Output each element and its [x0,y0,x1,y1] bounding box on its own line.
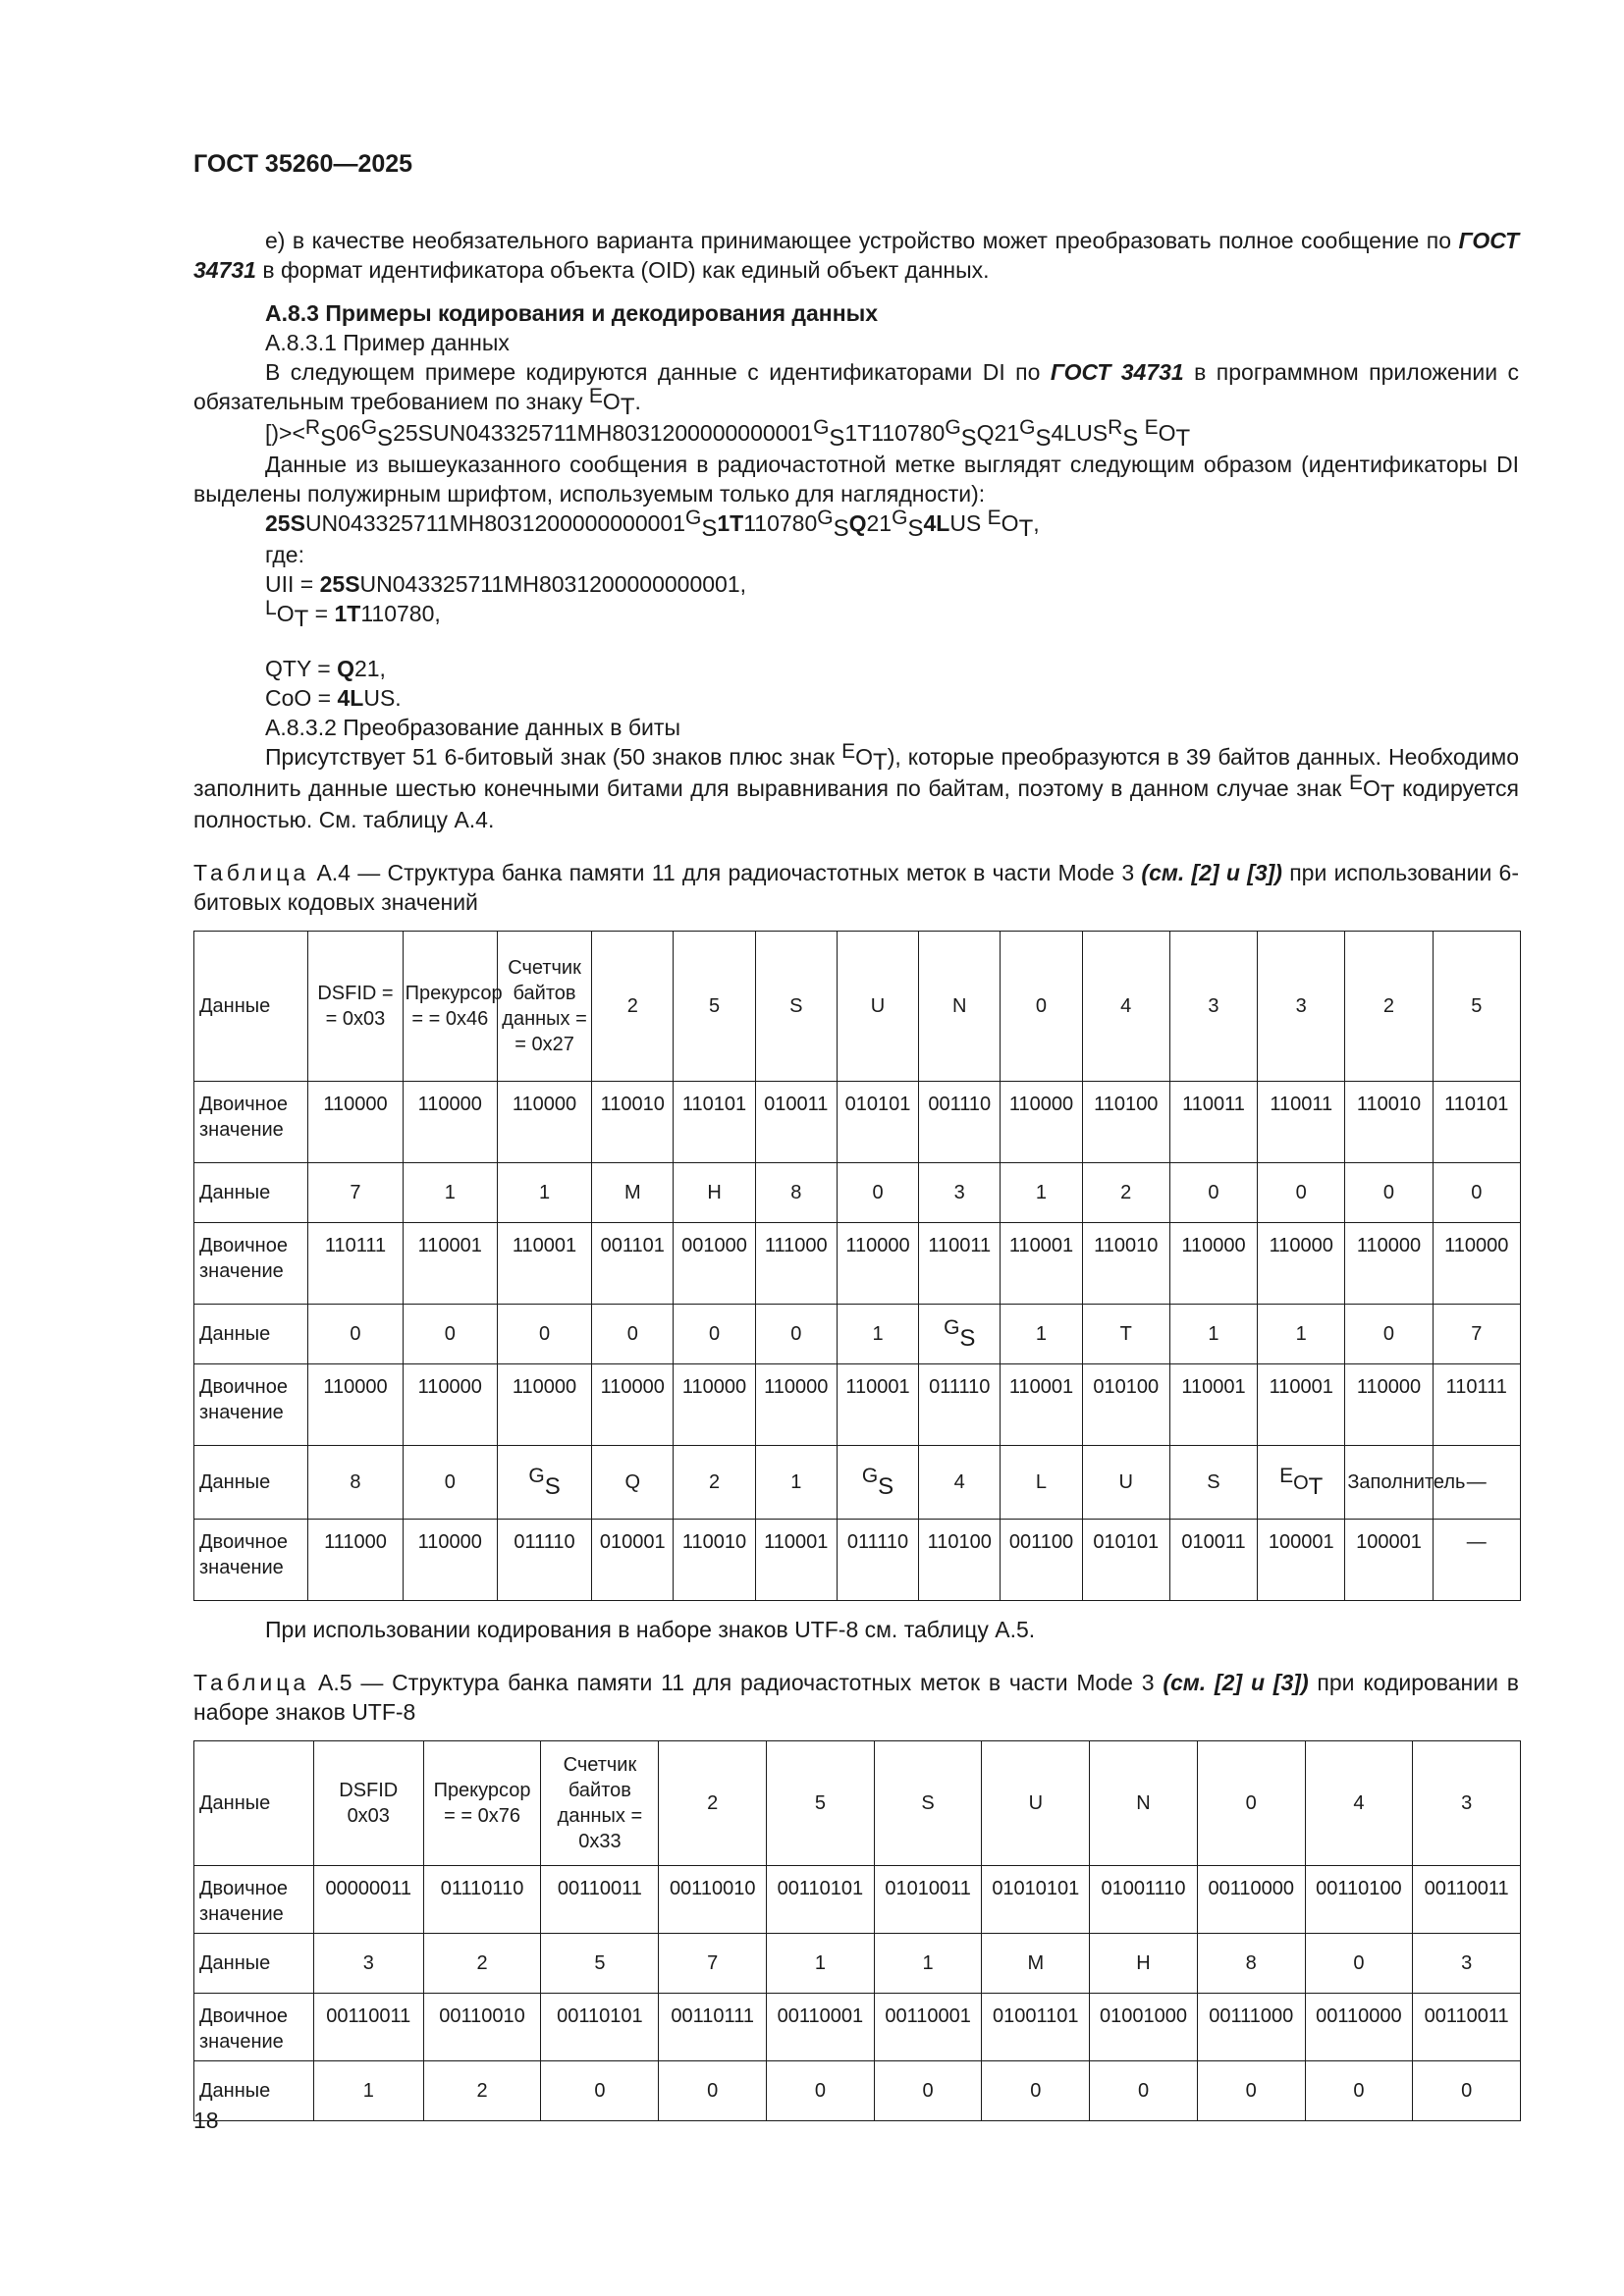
table-cell: 110001 [1258,1364,1345,1446]
table-cell: 0 [497,1305,591,1364]
table-cell: L [1001,1446,1082,1520]
row-label: Двоичное значение [194,1223,308,1305]
table-cell: 00110010 [659,1866,767,1934]
table-cell: 1 [1169,1305,1257,1364]
table-row [194,1446,1521,1520]
table-cell: 00110011 [541,1866,659,1934]
table-cell: Счетчик байтов данных = 0x33 [541,1741,659,1866]
table-cell: 110010 [592,1082,674,1163]
table-cell: 4 [919,1446,1001,1520]
table-cell: 010011 [755,1082,837,1163]
table-cell: 00110101 [541,1994,659,2061]
table-cell: 00110111 [659,1994,767,2061]
table-a5-caption: Таблица А.5 — Структура банка памяти 11 для радиочастотных меток в части Mode 3 (см. [2] и [3]) при кодировании в наборе знаков UTF-8 [193,1670,1519,1725]
table-cell: 110000 [497,1082,591,1163]
table-cell: 110011 [919,1223,1001,1305]
table-cell [497,1446,591,1520]
table-cell: 110000 [837,1223,918,1305]
table-cell: Прекурсор = = 0x46 [403,932,497,1082]
table-cell: 01001110 [1090,1866,1198,1934]
table-cell: 100001 [1345,1520,1433,1601]
paragraph-rfid: Данные из вышеуказанного сообщения в радиочастотной метке выглядят следующим образом (идентификаторы DI выделены полужирным шрифтом, используемым только для наглядности): [193,452,1519,507]
table-cell: 8 [1197,1934,1305,1994]
table-cell: 110000 [1001,1082,1082,1163]
table-cell: 1 [313,2061,423,2121]
table-cell: 110100 [1082,1082,1169,1163]
table-a4-caption: Таблица А.4 — Структура банка памяти 11 для радиочастотных меток в части Mode 3 (см. [2] и [3]) при использовании 6-битовых кодовых значений [193,860,1520,915]
lot-line: LOT = 1T110780, [265,597,441,632]
table-cell: 110001 [755,1520,837,1601]
table-cell: 0 [1197,2061,1305,2121]
table-cell: 011110 [837,1520,918,1601]
table-cell: 0 [541,2061,659,2121]
table-cell: 4 [1082,932,1169,1082]
table-cell: 00000011 [313,1866,423,1934]
table-cell: 110111 [1433,1364,1520,1446]
row-label: Двоичное значение [194,1994,314,2061]
table-cell: 0 [874,2061,982,2121]
table-cell: S [874,1741,982,1866]
table-cell: 00110100 [1305,1866,1413,1934]
eot-symbol: EOT [588,385,635,420]
table-cell: 110011 [1169,1082,1257,1163]
table-cell: 01001000 [1090,1994,1198,2061]
table-cell: 010100 [1082,1364,1169,1446]
table-cell: — [1433,1520,1520,1601]
table-cell: 0 [1090,2061,1198,2121]
table-cell: DSFID 0x03 [313,1741,423,1866]
table-cell: 3 [1413,1934,1521,1994]
table-cell: M [982,1934,1090,1994]
row-label: Данные [194,1305,308,1364]
table-cell: 1 [767,1934,875,1994]
table-cell: DSFID = = 0x03 [308,932,403,1082]
table-cell: 010011 [1169,1520,1257,1601]
table-cell: 3 [919,1163,1001,1223]
table-cell: Счетчик байтов данных = = 0x27 [497,932,591,1082]
table-cell: 110000 [1345,1364,1433,1446]
table-cell: 110000 [674,1364,755,1446]
table-cell: 2 [659,1741,767,1866]
table-cell: 110000 [1169,1223,1257,1305]
table-cell: 0 [403,1305,497,1364]
table-cell: 110000 [308,1082,403,1163]
table-cell: 110001 [1001,1364,1082,1446]
table-cell: 2 [674,1446,755,1520]
table-cell: 100001 [1258,1520,1345,1601]
table-cell: 00110011 [1413,1866,1521,1934]
table-cell: 0 [1345,1163,1433,1223]
table-cell: 0 [659,2061,767,2121]
qty-line: QTY = Q21, [265,656,386,681]
table-cell: 7 [659,1934,767,1994]
table-cell: 0 [1001,932,1082,1082]
section-title: А.8.3 Примеры кодирования и декодирования данных [265,300,879,326]
paragraph-bits: Присутствует 51 6-битовый знак (50 знаков плюс знак EOT), которые преобразуются в 39 байтов данных. Необходимо заполнить данные шестью конечными битами для выравнивания по байтам, поэтому в данном случае знак EOT кодируется полностью. См. таблицу А.4. [193,740,1520,832]
table-cell: 110000 [403,1520,497,1601]
table-cell: H [674,1163,755,1223]
table-cell: 0 [1413,2061,1521,2121]
subsection-title-1: А.8.3.1 Пример данных [265,330,510,355]
row-label: Двоичное значение [194,1520,308,1601]
table-cell: 2 [1345,932,1433,1082]
row-label: Данные [194,1934,314,1994]
table-a5 [193,1740,1521,2121]
table-cell: 0 [1305,1934,1413,1994]
table-cell: 0 [837,1163,918,1223]
table-cell: S [1169,1446,1257,1520]
table-cell: 3 [1169,932,1257,1082]
coo-line: CoO = 4LUS. [265,685,402,711]
document-header: ГОСТ 35260—2025 [193,150,413,178]
table-cell: N [1090,1741,1198,1866]
table-cell: 011110 [919,1364,1001,1446]
table-cell: 110000 [1433,1223,1520,1305]
table-cell: 3 [1258,932,1345,1082]
table-cell: 110000 [592,1364,674,1446]
table-row [194,1305,1521,1364]
table-cell: 1 [1258,1305,1345,1364]
table-cell: 7 [1433,1305,1520,1364]
table-cell: 2 [592,932,674,1082]
table-cell: 0 [308,1305,403,1364]
table-cell: 0 [1433,1163,1520,1223]
table-cell: 110010 [674,1520,755,1601]
table-cell: 111000 [308,1520,403,1601]
table-cell: S [755,932,837,1082]
subsection-title-2: А.8.3.2 Преобразование данных в биты [265,715,680,740]
table-cell: 5 [541,1934,659,1994]
table-cell: 0 [674,1305,755,1364]
row-label: Данные [194,932,308,1082]
table-cell: U [982,1741,1090,1866]
table-cell: 01110110 [423,1866,541,1934]
table-row [194,1520,1521,1601]
page-number: 18 [193,2108,219,2133]
table-cell: 010001 [592,1520,674,1601]
page-body [193,226,1519,2121]
table-cell: 110000 [403,1082,497,1163]
table-cell: 110001 [1169,1364,1257,1446]
table-cell: 1 [837,1305,918,1364]
table-row [194,1223,1521,1305]
table-cell: 5 [767,1741,875,1866]
table-cell: 110010 [1345,1082,1433,1163]
table-cell: 110000 [1258,1223,1345,1305]
table-cell: 110001 [837,1364,918,1446]
table-cell: 0 [1169,1163,1257,1223]
table-row [194,1364,1521,1446]
table-cell: 010101 [837,1082,918,1163]
table-cell: 001110 [919,1082,1001,1163]
table-cell: 3 [1413,1741,1521,1866]
table-row [194,1741,1521,1866]
table-row [194,1163,1521,1223]
after-table-a4: При использовании кодирования в наборе знаков UTF-8 см. таблицу А.5. [265,1617,1036,1642]
table-cell: 0 [592,1305,674,1364]
gs-symbol: GS [528,1464,561,1500]
row-label: Двоичное значение [194,1364,308,1446]
row-label: Данные [194,1446,308,1520]
table-cell: U [837,932,918,1082]
table-cell: Q [592,1446,674,1520]
table-cell: 2 [423,1934,541,1994]
table-cell: U [1082,1446,1169,1520]
table-cell: M [592,1163,674,1223]
table-row [194,1994,1521,2061]
table-cell: 8 [755,1163,837,1223]
table-cell: 4 [1305,1741,1413,1866]
row-label: Двоичное значение [194,1082,308,1163]
gs-symbol: GS [861,1464,894,1500]
table-cell: 110100 [919,1520,1001,1601]
table-cell: 3 [313,1934,423,1994]
table-row [194,1934,1521,1994]
table-cell: 110111 [308,1223,403,1305]
table-cell: 1 [497,1163,591,1223]
paragraph-example: В следующем примере кодируются данные с идентификаторами DI по ГОСТ 34731 в программном приложении с обязательным требованием по знаку EOT. [193,359,1519,420]
table-cell: 2 [1082,1163,1169,1223]
table-cell: 00110001 [767,1994,875,2061]
table-cell: Заполнитель [1345,1446,1433,1520]
table-cell: 5 [674,932,755,1082]
table-cell: 1 [1001,1163,1082,1223]
table-row [194,1866,1521,1934]
table-cell: 0 [767,2061,875,2121]
table-cell: 8 [308,1446,403,1520]
table-cell: H [1090,1934,1198,1994]
table-cell: — [1433,1446,1520,1520]
table-cell: 7 [308,1163,403,1223]
uii-line: UII = 25SUN043325711MH8031200000000001, [265,571,747,597]
table-cell: 00110011 [313,1994,423,2061]
row-label: Двоичное значение [194,1866,314,1934]
table-cell: 110101 [674,1082,755,1163]
table-cell [1258,1446,1345,1520]
table-cell: 110000 [308,1364,403,1446]
message-string: [)><RS06GS25SUN043325711MH8031200000000001GS1T110780GSQ21GS4LUSRS EOT [265,416,1191,452]
table-cell: 011110 [497,1520,591,1601]
table-cell: 1 [1001,1305,1082,1364]
table-cell [919,1305,1001,1364]
row-label: Данные [194,1163,308,1223]
table-cell: 110001 [403,1223,497,1305]
table-cell: 5 [1433,932,1520,1082]
table-cell: 01010011 [874,1866,982,1934]
table-cell: 00110000 [1305,1994,1413,2061]
table-cell: 110000 [497,1364,591,1446]
table-row [194,1082,1521,1163]
table-cell: 00110001 [874,1994,982,2061]
table-cell: 1 [403,1163,497,1223]
table-cell: T [1082,1305,1169,1364]
table-cell: 0 [403,1446,497,1520]
table-cell: 2 [423,2061,541,2121]
table-cell: 0 [1305,2061,1413,2121]
paragraph-e: е) в качестве необязательного варианта принимающее устройство может преобразовать полное сообщение по ГОСТ 34731 в формат идентификатора объекта (OID) как единый объект данных. [193,228,1519,283]
table-cell: 111000 [755,1223,837,1305]
table-cell: 0 [1197,1741,1305,1866]
table-cell: 010101 [1082,1520,1169,1601]
table-cell: 001000 [674,1223,755,1305]
table-cell: 0 [982,2061,1090,2121]
table-cell [837,1446,918,1520]
eot-symbol: EOT [1279,1464,1324,1500]
table-cell: 110010 [1082,1223,1169,1305]
table-cell: 001101 [592,1223,674,1305]
rfid-string: 25SUN043325711MH8031200000000001GS1T110780GSQ21GS4LUS EOT, [265,507,1040,542]
table-row [194,2061,1521,2121]
table-cell: 01001101 [982,1994,1090,2061]
row-label: Данные [194,1741,314,1866]
table-a4 [193,931,1521,1601]
row-label: Данные [194,2061,314,2121]
table-cell: 00110010 [423,1994,541,2061]
table-cell: 001100 [1001,1520,1082,1601]
table-cell: Прекурсор = = 0x76 [423,1741,541,1866]
table-cell: 00111000 [1197,1994,1305,2061]
table-cell: 01010101 [982,1866,1090,1934]
gs-symbol: GS [944,1315,976,1352]
table-cell: 00110101 [767,1866,875,1934]
table-cell: 110011 [1258,1082,1345,1163]
table-cell: 110001 [497,1223,591,1305]
table-cell: 110101 [1433,1082,1520,1163]
table-cell: 110000 [755,1364,837,1446]
table-cell: 110000 [403,1364,497,1446]
table-cell: 0 [1345,1305,1433,1364]
table-cell: 110000 [1345,1223,1433,1305]
table-cell: N [919,932,1001,1082]
table-cell: 110001 [1001,1223,1082,1305]
table-cell: 00110000 [1197,1866,1305,1934]
table-cell: 00110011 [1413,1994,1521,2061]
table-cell: 1 [755,1446,837,1520]
where-label: где: [265,542,304,567]
table-row [194,932,1521,1082]
table-cell: 0 [1258,1163,1345,1223]
table-cell: 1 [874,1934,982,1994]
table-cell: 0 [755,1305,837,1364]
